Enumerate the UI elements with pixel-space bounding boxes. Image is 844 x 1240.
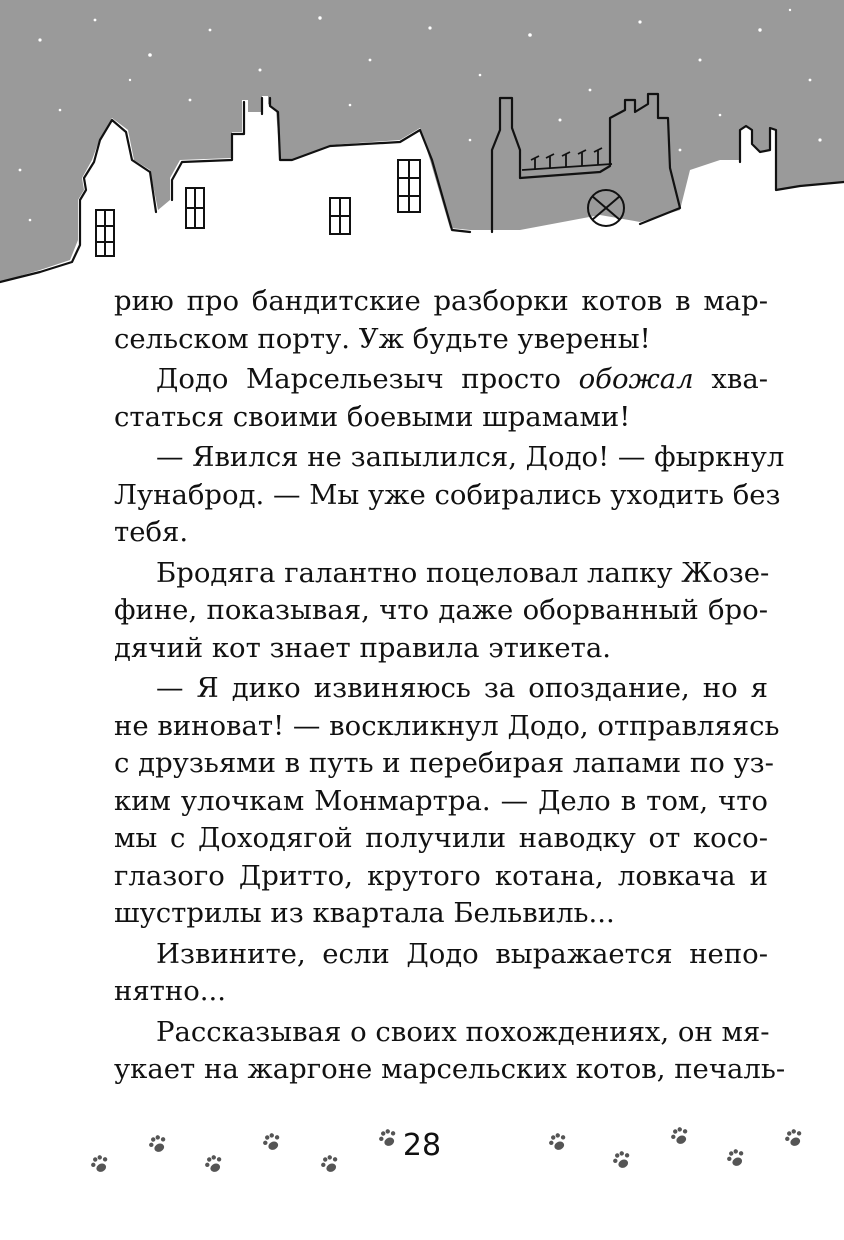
page-body-text [114,283,786,1089]
text-line: нятно... [114,975,227,1007]
text-line: статься своими боевыми шрамами! [114,400,631,433]
text-line: Лунаброд. — Мы уже собирались уходить без [114,478,781,511]
text-line: Рассказывая о своих похождениях, он мя- [156,1015,770,1048]
text-line [114,361,768,399]
text-line: дячий кот знает правила этикета. [114,631,612,664]
text-line: Бродяга галантно поцеловал лапку Жозе- [156,556,770,589]
text-line: шустрилы из квартала Бельвиль... [114,897,615,929]
text-line: глазого Дритто, крутого котана, ловкача и [114,859,768,892]
text-line: с друзьями в путь и перебирая лапами по уз- [114,747,774,779]
text-line: — Явился не запылился, Додо! — фыркнул [156,441,785,473]
text-line: Извините, если Додо выражается непо- [156,937,768,970]
text-line: рию про бандитские разборки котов в мар- [114,285,768,317]
text-fragment: хва- [693,363,769,395]
text-line: — Я дико извиняюсь за опоздание, но я [156,672,768,704]
text-line: ким улочкам Монмартра. — Дело в том, что [114,784,768,817]
emphasized-word: обожал [578,363,694,395]
text-line: фине, показывая, что даже оборванный бро- [114,594,768,626]
text-line: укает на жаргоне марсельских котов, печаль- [114,1053,786,1085]
text-line: не виноват! — воскликнул Додо, отправляясь [114,709,780,742]
text-line: мы с Доходягой получили наводку от косо- [114,822,768,854]
text-line: сельском порту. Уж будьте уверены! [114,322,651,355]
text-line: тебя. [114,516,189,548]
text-fragment: Додо Марсельезыч просто [156,363,579,395]
night-sky [0,0,844,282]
page-number: 28 [402,1128,442,1163]
rooftop-illustration [0,0,844,300]
